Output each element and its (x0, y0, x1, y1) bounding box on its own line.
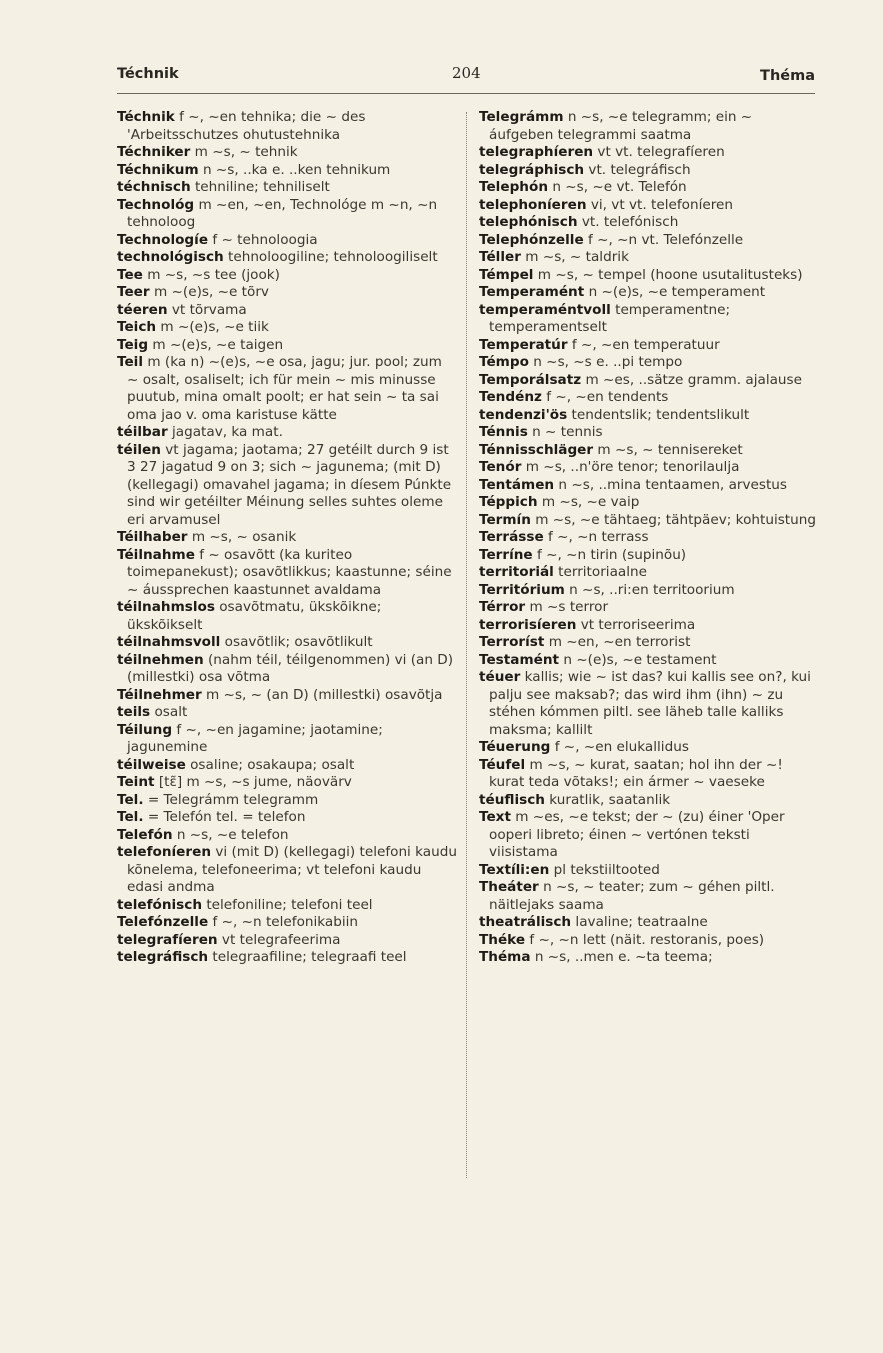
dictionary-entry: Terríne f ~, ~n tirin (supinõu) (479, 546, 687, 563)
dictionary-entry: tendenzi'ös tendentslik; tendentslikult (479, 406, 750, 423)
dictionary-entry: Tenór m ~s, ..n'öre tenor; tenorilaulja (479, 459, 740, 475)
dictionary-entry: Terroríst m ~en, ~en terrorist (479, 634, 691, 650)
dictionary-entry: Technologíe f ~ tehnoloogia (117, 231, 318, 248)
dictionary-entry: Témpel m ~s, ~ tempel (hoone usutalitusteks) (479, 266, 803, 283)
header-rule (117, 93, 815, 94)
dictionary-entry: téchnisch tehniline; tehniliselt (117, 179, 330, 195)
dictionary-entry: Tentámen n ~s, ..mina tentaamen, arvestus (479, 476, 788, 493)
dictionary-entry: Ténnisschläger m ~s, ~ tennisereket (479, 441, 743, 458)
dictionary-entry: Telephónzelle f ~, ~n vt. Telefónzelle (479, 231, 744, 248)
dictionary-entry: Temporálsatz m ~es, ..sätze gramm. ajalause (479, 371, 802, 388)
dictionary-entry: Termín m ~s, ~e tähtaeg; tähtpäev; kohtuistung (479, 511, 816, 528)
dictionary-entry: telegráphisch vt. telegráfisch (479, 161, 691, 178)
dictionary-entry: Technológ m ~en, ~en, Technológe m ~n, ~n tehnoloog (117, 196, 438, 230)
dictionary-entry: Temperamént n ~(e)s, ~e temperament (479, 284, 766, 300)
dictionary-entry: téeren vt tõrvama (117, 301, 247, 318)
dictionary-entry: Téller m ~s, ~ taldrik (479, 249, 629, 265)
dictionary-entry: Temperatúr f ~, ~en temperatuur (479, 336, 720, 353)
header-right-word: Théma (760, 68, 815, 84)
dictionary-entry: téilnahmsvoll osavõtlik; osavõtlikult (117, 634, 373, 650)
dictionary-entry: Témpo n ~s, ~s e. ..pi tempo (479, 354, 683, 370)
dictionary-entry: Territórium n ~s, ..ri:en territoorium (479, 581, 735, 598)
dictionary-entry: Teint [tɛ̃] m ~s, ~s jume, näovärv (117, 774, 352, 790)
dictionary-entry: telefoníeren vi (mit D) (kellegagi) telefoni kaudu kõnelema, telefoneerima; vt telefoni kaudu edasi andma (117, 844, 457, 895)
left-column (117, 109, 457, 967)
dictionary-entry: telegrafíeren vt telegrafeerima (117, 931, 341, 948)
dictionary-entry: Téilnehmer m ~s, ~ (an D) (millestki) osavõtja (117, 686, 443, 703)
column-divider (466, 112, 467, 1178)
dictionary-entry: Téufel m ~s, ~ kurat, saatan; hol ihn der ~! kurat teda võtaks!; ein ármer ~ vaeseke (479, 756, 783, 790)
dictionary-entry: territoriál territoriaalne (479, 564, 647, 580)
dictionary-entry: Téchnik f ~, ~en tehnika; die ~ des 'Arbeitsschutzes ohutustehnika (117, 109, 366, 143)
dictionary-entry: Testamént n ~(e)s, ~e testament (479, 651, 717, 668)
dictionary-entry: Telegrámm n ~s, ~e telegramm; ein ~ áufgeben telegrammi saatma (479, 109, 753, 143)
dictionary-entry: téuflisch kuratlik, saatanlik (479, 791, 671, 808)
dictionary-entry: telegraphíeren vt vt. telegrafíeren (479, 144, 725, 160)
dictionary-entry: telefónisch telefoniline; telefoni teel (117, 896, 373, 913)
dictionary-entry: telegráfisch telegraafiline; telegraafi teel (117, 949, 407, 965)
dictionary-entry: Téchnikum n ~s, ..ka e. ..ken tehnikum (117, 161, 391, 178)
dictionary-entry: Terrásse f ~, ~n terrass (479, 529, 649, 545)
dictionary-entry: Telefón n ~s, ~e telefon (117, 826, 289, 843)
dictionary-entry: Ténnis n ~ tennis (479, 424, 603, 440)
dictionary-entry: Tel. = Telegrámm telegramm (117, 791, 319, 808)
dictionary-entry: Tendénz f ~, ~en tendents (479, 389, 669, 405)
dictionary-entry: Text m ~es, ~e tekst; der ~ (zu) éiner 'Oper ooperi libreto; éinen ~ vertónen teksti viisistama (479, 809, 785, 860)
dictionary-entry: temperaméntvoll temperamentne; temperamentselt (479, 301, 731, 335)
dictionary-entry: téuer kallis; wie ~ ist das? kui kallis see on?, kui palju see maksab?; das wird ihm (ihn) ~ zu stéhen kómmen piltl. see läheb talle kalliks maksma; kallilt (479, 669, 811, 738)
dictionary-entry: Textíli:en pl tekstiiltooted (479, 861, 660, 878)
dictionary-entry: Téchniker m ~s, ~ tehnik (117, 144, 298, 160)
dictionary-entry: telephónisch vt. telefónisch (479, 214, 679, 230)
header-left-word: Téchnik (117, 66, 179, 82)
dictionary-entry: Théke f ~, ~n lett (näit. restoranis, poes) (479, 931, 765, 948)
dictionary-entry: Téilung f ~, ~en jagamine; jaotamine; jagunemine (117, 721, 383, 755)
dictionary-entry: terrorisíeren vt terroriseerima (479, 616, 696, 633)
dictionary-entry: theatrálisch lavaline; teatraalne (479, 914, 708, 930)
dictionary-entry: téilnehmen (nahm téil, téilgenommen) vi (an D) (millestki) osa võtma (117, 651, 454, 685)
dictionary-entry: téilnahmslos osavõtmatu, ükskõikne; ükskõikselt (117, 599, 382, 633)
dictionary-entry: telephoníeren vi, vt vt. telefoníeren (479, 196, 733, 213)
page-header (117, 62, 815, 92)
dictionary-entry: Teich m ~(e)s, ~e tiik (117, 319, 269, 335)
dictionary-entry: Telephón n ~s, ~e vt. Telefón (479, 179, 687, 195)
dictionary-entry: Téppich m ~s, ~e vaip (479, 494, 640, 510)
dictionary-entry: téilweise osaline; osakaupa; osalt (117, 756, 355, 773)
dictionary-entry: teils osalt (117, 704, 188, 720)
dictionary-entry: Téuerung f ~, ~en elukallidus (479, 739, 689, 755)
page-number: 204 (452, 64, 481, 82)
dictionary-entry: Théma n ~s, ..men e. ~ta teema; (479, 949, 713, 965)
dictionary-entry: téilbar jagatav, ka mat. (117, 424, 283, 440)
dictionary-entry: Teil m (ka n) ~(e)s, ~e osa, jagu; jur. pool; zum ~ osalt, osaliselt; ich für mein ~ mis minusse puutub, mina omalt poolt; er hat sein ~ ta sai oma jao v. oma karistuse kätte (117, 354, 442, 423)
dictionary-entry: Teer m ~(e)s, ~e tõrv (117, 284, 269, 300)
dictionary-entry: Téilhaber m ~s, ~ osanik (117, 529, 297, 545)
dictionary-entry: technológisch tehnoloogiline; tehnoloogiliselt (117, 249, 438, 265)
dictionary-entry: Téilnahme f ~ osavõtt (ka kuriteo toimepanekust); osavõtlikkus; kaastunne; séine ~ áussprechen kaastunnet avaldama (117, 546, 452, 598)
dictionary-entry: téilen vt jagama; jaotama; 27 getéilt durch 9 ist 3 27 jagatud 9 on 3; sich ~ jagunema; (mit D) (kellegagi) omavahel jagama; in díesem Púnkte sind wir getéilter Méinung selles suhtes oleme eri arvamusel (117, 441, 452, 528)
dictionary-entry: Tel. = Telefón tel. = telefon (117, 809, 306, 825)
dictionary-entry: Tee m ~s, ~s tee (jook) (117, 266, 280, 283)
dictionary-entry: Telefónzelle f ~, ~n telefonikabiin (117, 914, 359, 930)
dictionary-entry: Theáter n ~s, ~ teater; zum ~ géhen piltl. näitlejaks saama (479, 879, 775, 913)
right-column (479, 109, 816, 967)
dictionary-entry: Teig m ~(e)s, ~e taigen (117, 336, 284, 353)
dictionary-entry: Térror m ~s terror (479, 599, 609, 615)
